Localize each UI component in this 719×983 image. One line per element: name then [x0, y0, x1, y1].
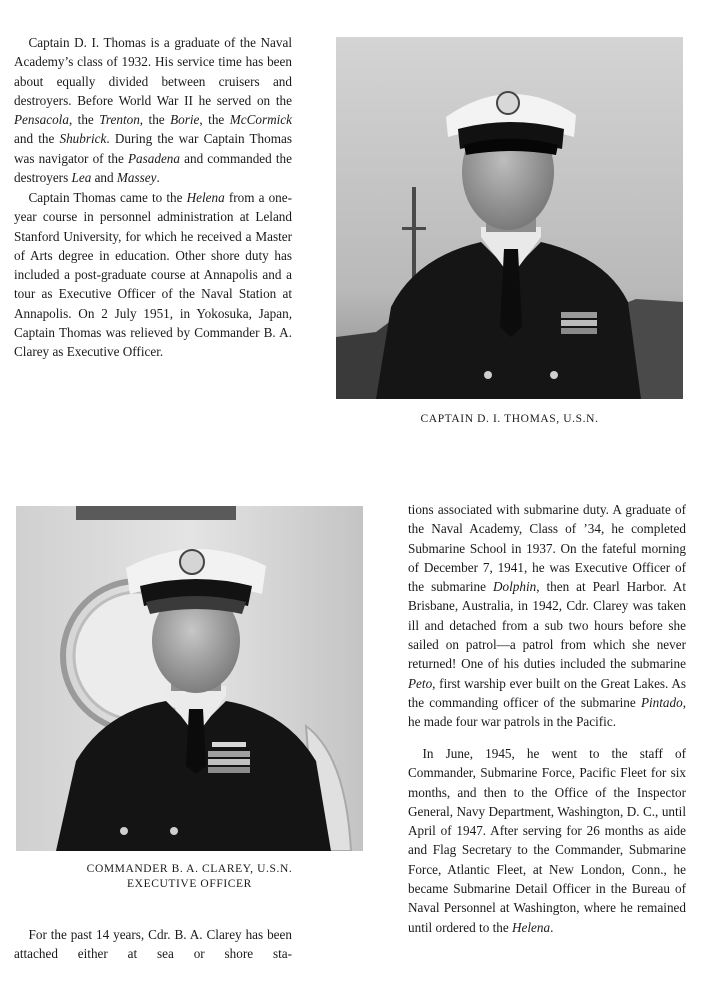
clarey-portrait-photo [16, 506, 363, 851]
text-run: , the [68, 112, 100, 128]
text-run: In June, 1945, he went to the staff of Commander, Submarine Force, Pacific Fleet for six months, and then to the Office of the Inspector General, Navy Department, Washington, D. C., until April of 1947. After serving for 26 months as aide and Flag Secretary to the Commander, Submarine Force, Atlantic Fleet, at New London, Conn., he became Submarine Detail Officer in the Bureau of Naval Personnel at Washington, where he remained until ordered to the [408, 746, 686, 935]
text-run: and [91, 170, 117, 186]
thomas-bio-paragraph-2 [14, 188, 292, 362]
text-run: Captain D. I. Thomas is a graduate of the Naval Academy’s class of 1932. His service time has been about equally divided between cruisers and destroyers. Before World War II he served on the [14, 35, 292, 108]
ship-name: Borie [170, 112, 200, 128]
ship-name: Trenton [99, 112, 140, 128]
text-run: from a one-year course in personnel administration at Leland Stanford University, for which he received a Master of Arts degree in education. Other shore duty has included a post-graduate course at Annapolis and a tour as Executive Officer of the Naval Station at Annapolis. On 2 July 1951, in Yokosuka, Japan, Captain Thomas was relieved by Commander B. A. Clarey as Executive Officer. [14, 190, 293, 360]
ship-name: Pintado [640, 694, 683, 710]
ship-name: Helena [186, 190, 225, 205]
text-run: Captain Thomas came to the [28, 190, 187, 205]
text-run: , the [199, 112, 230, 128]
clarey-caption-title: EXECUTIVE OFFICER [127, 878, 252, 890]
ship-name: Pensacola [14, 112, 69, 128]
clarey-photo-caption [16, 862, 363, 892]
text-run: , the [139, 112, 171, 128]
text-run: . During the war Captain Thomas was navigator of the [14, 131, 292, 166]
clarey-caption-name: COMMANDER B. A. CLAREY, U.S.N. [86, 863, 293, 875]
clarey-bio-paragraph-1-start: For the past 14 years, Cdr. B. A. Clarey has been attached either at sea or shore sta- [14, 927, 292, 962]
ship-name: Lea [71, 170, 92, 186]
ship-name: Shubrick [59, 131, 107, 147]
thomas-portrait-photo [336, 37, 683, 399]
ship-name: Massey [116, 170, 157, 186]
text-run: , he made four war patrols in the Pacific. [408, 694, 686, 730]
clarey-bio-paragraph-2 [408, 744, 686, 937]
thomas-bio-paragraph-1 [14, 33, 292, 187]
text-run: , first warship ever built on the Great Lakes. As the commanding officer of the submarine [408, 675, 686, 710]
text-run: and the [14, 131, 60, 147]
thomas-photo-caption: CAPTAIN D. I. THOMAS, U.S.N. [420, 413, 599, 425]
text-run: and commanded the destroyers [14, 150, 293, 186]
ship-name: Peto [408, 675, 433, 691]
text-run: , then at Pearl Harbor. At Brisbane, Australia, in 1942, Cdr. Clarey was taken ill and detached from a sub two hours before she sailed on patrol—a patrol from which she never returned! One of his duties included the submarine [408, 579, 686, 672]
text-run: . [156, 170, 160, 186]
clarey-bio-paragraph-1 [408, 500, 686, 732]
text-run: tions associated with submarine duty. A graduate of the Naval Academy, Class of ’34, he completed Submarine School in 1937. On the fateful morning of December 7, 1941, he was Executive Officer of the submarine [408, 502, 686, 595]
ship-name: Pasadena [127, 150, 180, 166]
text-run: . [550, 919, 554, 935]
ship-name: McCormick [229, 112, 292, 128]
ship-name: Dolphin [492, 579, 537, 595]
ship-name: Helena [512, 919, 551, 935]
